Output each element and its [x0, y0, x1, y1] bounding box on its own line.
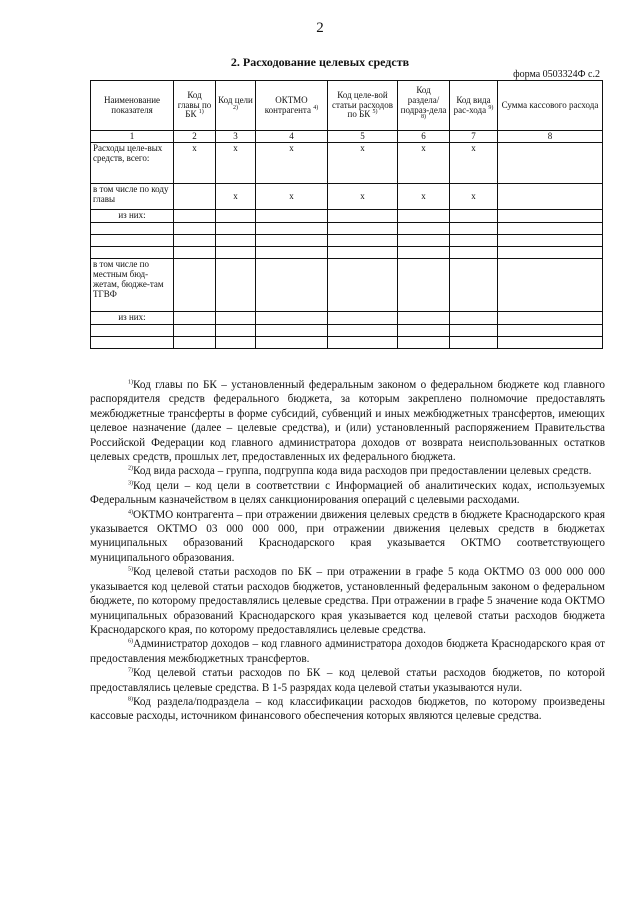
table-cell: x	[398, 143, 450, 184]
table-cell	[91, 336, 174, 348]
footnote: $^{7)}$Код целевой статьи расходов по БК – код целевой статьи расходов бюджетов, по которой предоставлялись целевые средства. В 1-5 разрядах кода целевой статьи указываются нули.	[90, 667, 605, 694]
column-number-row	[91, 131, 603, 143]
table-cell	[450, 222, 498, 234]
table-cell	[174, 246, 216, 258]
table-cell	[498, 246, 603, 258]
footnote: $^{1)}$Код главы по БК – установленный федеральным законом о федеральном бюджете код главного распорядителя средств федерального бюджета, за которым закреплено полномочие предоставлять межбюджетные трансферты в форме субсидий, субвенций и иных межбюджетных трансфертов, имеющих целевое назначение (далее – целевые средства), и (или) установленный распоряжением Правительства Российской Федерации код главного администратора доходов от возврата неиспользованных остатков целевых средств, прошлых лет, предоставленных их федерального бюджета.	[90, 379, 605, 464]
row-label: в том числе по местным бюд-жетам, бюдже-там ТГВФ	[91, 258, 174, 311]
header-name: Наименование показателя	[91, 81, 174, 131]
table-row-total	[91, 143, 603, 184]
table-cell	[91, 222, 174, 234]
table-cell	[498, 222, 603, 234]
table-cell	[498, 336, 603, 348]
table-cell	[328, 246, 398, 258]
footnote: $^{5)}$Код целевой статьи расходов по БК – при отражении в графе 5 кода ОКТМО 03 000 000 000 указывается код целевой статьи расходов бюджетов, установленный федеральным законом о федеральном бюджете, по которому предоставлялись целевые средства. При отражении в графе 5 значение кода ОКТМО муниципальных образований Краснодарского края указывается код целевой статьи расходов бюджета Краснодарского края, по которому предоставлялись целевые средства.	[90, 566, 605, 636]
table-cell	[174, 184, 216, 210]
col-number: 8	[498, 131, 603, 143]
footnotes	[90, 378, 605, 724]
page-number: 2	[316, 20, 324, 36]
table-row-iz-nih	[91, 311, 603, 324]
table-cell: x	[328, 184, 398, 210]
col-number: 1	[91, 131, 174, 143]
table-cell	[216, 210, 256, 223]
footnote: $^{6)}$Администратор доходов – код главного администратора доходов бюджета Краснодарского края от предоставления межбюджетных трансфертов.	[90, 638, 605, 665]
table-cell: x	[398, 184, 450, 210]
col-number: 3	[216, 131, 256, 143]
table-cell	[450, 210, 498, 223]
table-cell	[498, 143, 603, 184]
table-cell	[328, 222, 398, 234]
row-label: в том числе по коду главы	[91, 184, 174, 210]
table-cell	[398, 258, 450, 311]
table-cell	[256, 324, 328, 336]
table-cell	[498, 311, 603, 324]
table-cell	[450, 258, 498, 311]
table-cell	[498, 258, 603, 311]
header-kod-celi: Код цели $^{2)}$	[216, 81, 256, 131]
table-cell	[256, 258, 328, 311]
table-cell: x	[256, 184, 328, 210]
table-cell	[216, 311, 256, 324]
table-cell	[174, 324, 216, 336]
row-label: из них:	[91, 311, 174, 324]
table-cell	[498, 210, 603, 223]
footnote: $^{2)}$Код вида расхода – группа, подгруппа кода вида расходов при предоставлении целевых средств.	[128, 465, 592, 478]
row-label: из них:	[91, 210, 174, 223]
header-oktmo: ОКТМО контрагента $^{4)}$	[256, 81, 328, 131]
col-number: 7	[450, 131, 498, 143]
table-cell	[328, 210, 398, 223]
table-cell	[91, 234, 174, 246]
table-cell: x	[450, 143, 498, 184]
footnote: $^{3)}$Код цели – код цели в соответствии с Информацией об аналитических кодах, используемых Федеральным казначейством в целях санкционирования операций с целевыми расходами.	[90, 479, 605, 507]
table-cell	[174, 234, 216, 246]
table-cell	[328, 234, 398, 246]
footnote: $^{8)}$Код раздела/подраздела – код классификации расходов бюджетов, по которому произведены кассовые расходы, источником финансового обеспечения которых являются целевые средства.	[90, 695, 605, 723]
table-row-local-budgets	[91, 258, 603, 311]
table-cell	[328, 324, 398, 336]
table-cell	[91, 246, 174, 258]
header-kod-vida: Код вида рас-хода $^{9)}$	[450, 81, 498, 131]
col-number: 2	[174, 131, 216, 143]
header-summa: Сумма кассового расхода	[498, 81, 603, 131]
table-cell	[216, 246, 256, 258]
form-code: форма 0503324Ф с.2	[513, 69, 600, 80]
table-cell	[398, 210, 450, 223]
table-row-empty	[91, 234, 603, 246]
table-cell: x	[216, 143, 256, 184]
table-cell	[450, 234, 498, 246]
table-cell	[174, 222, 216, 234]
table-cell	[328, 258, 398, 311]
table-row-empty	[91, 246, 603, 258]
header-kod-glavy: Код главы по БК $^{1)}$	[174, 81, 216, 131]
table-cell	[398, 324, 450, 336]
table-cell	[174, 336, 216, 348]
table-row-iz-nih	[91, 210, 603, 223]
table-cell	[216, 324, 256, 336]
expenditure-table	[90, 80, 603, 349]
table-cell	[216, 336, 256, 348]
table-row-by-glava	[91, 184, 603, 210]
table-cell	[328, 336, 398, 348]
table-cell	[398, 234, 450, 246]
table-cell	[174, 210, 216, 223]
table-cell	[256, 222, 328, 234]
table-cell	[398, 311, 450, 324]
table-cell	[328, 311, 398, 324]
table-cell	[398, 336, 450, 348]
table-cell	[91, 324, 174, 336]
table-cell	[450, 246, 498, 258]
col-number: 4	[256, 131, 328, 143]
table-cell	[256, 311, 328, 324]
table-cell	[216, 222, 256, 234]
footnote: $^{4)}$ОКТМО контрагента – при отражении движения целевых средств в бюджете Краснодарского края указывается ОКТМО 03 000 000 000, при отражении движения целевых средств в бюджетах муниципальных образований Краснодарского края указывается ОКТМО соответствующего муниципального образования.	[90, 508, 605, 564]
table-cell	[498, 324, 603, 336]
table-cell: x	[450, 184, 498, 210]
table-cell: x	[256, 143, 328, 184]
table-cell	[256, 210, 328, 223]
table-cell	[174, 311, 216, 324]
table-cell: x	[174, 143, 216, 184]
header-kod-razdela: Код раздела/ подраз-дела $^{8)}$	[398, 81, 450, 131]
table-cell	[398, 222, 450, 234]
table-cell	[256, 234, 328, 246]
table-cell	[450, 336, 498, 348]
table-cell	[450, 311, 498, 324]
table-cell	[174, 258, 216, 311]
table-row-empty	[91, 336, 603, 348]
header-row	[91, 81, 603, 131]
table-cell: x	[328, 143, 398, 184]
header-kod-statyi: Код целе-вой статьи расходов по БК $^{5)}$	[328, 81, 398, 131]
table-cell	[498, 234, 603, 246]
table-cell	[398, 246, 450, 258]
table-cell	[450, 324, 498, 336]
table-row-empty	[91, 222, 603, 234]
table-cell	[216, 258, 256, 311]
row-label: Расходы целе-вых средств, всего:	[91, 143, 174, 184]
table-cell	[216, 234, 256, 246]
col-number: 5	[328, 131, 398, 143]
table-row-empty	[91, 324, 603, 336]
table-cell	[256, 336, 328, 348]
section-title: 2. Расходование целевых средств	[230, 55, 410, 69]
col-number: 6	[398, 131, 450, 143]
table-cell	[498, 184, 603, 210]
table-cell	[256, 246, 328, 258]
table-cell: x	[216, 184, 256, 210]
